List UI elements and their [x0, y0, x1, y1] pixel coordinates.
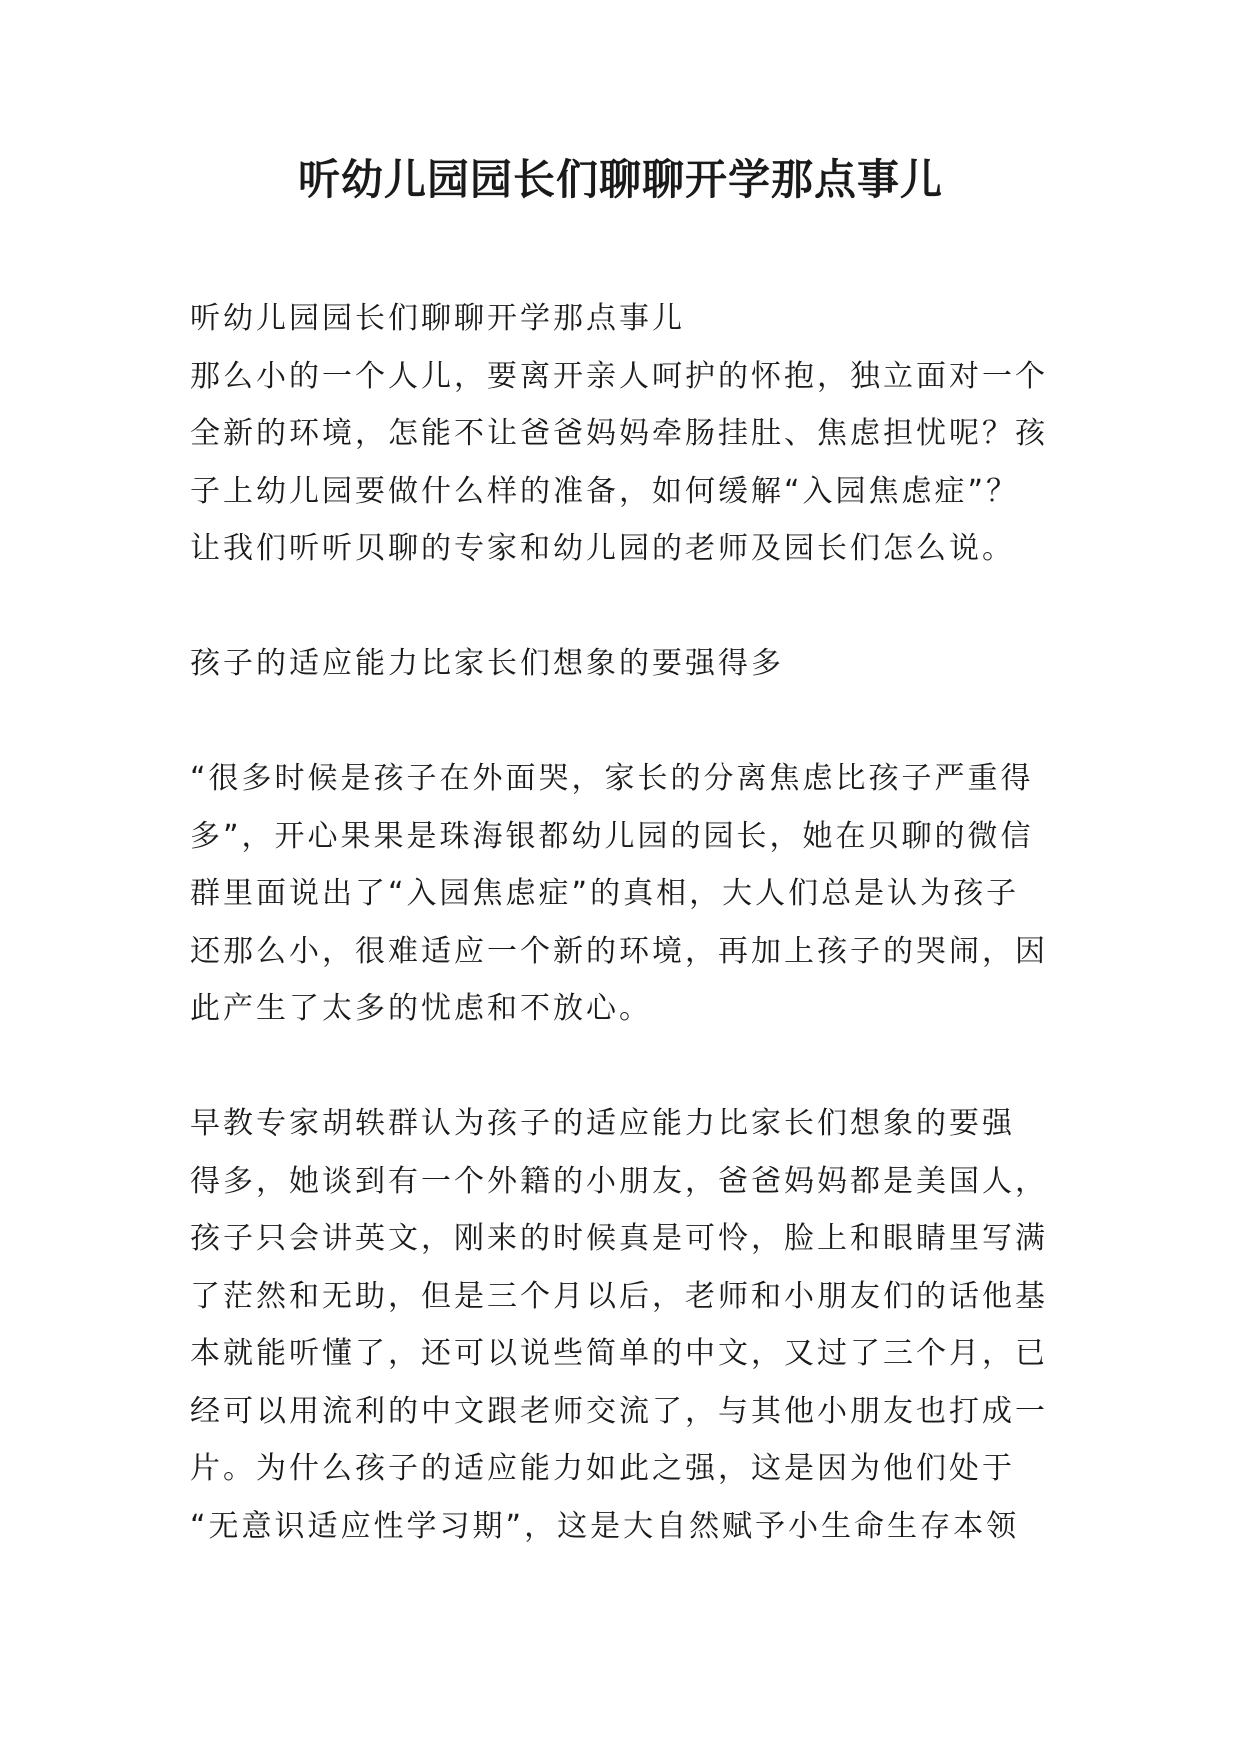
document-title: 听幼儿园园长们聊聊开学那点事儿: [297, 155, 943, 204]
paragraph-line: 经可以用流利的中文跟老师交流了，与其他小朋友也打成一: [190, 1393, 1048, 1429]
paragraph-line: 片。为什么孩子的适应能力如此之强，这是因为他们处于: [190, 1451, 1015, 1486]
paragraph-line: 全新的环境，怎能不让爸爸妈妈牵肠挂肚、焦虑担忧呢？孩: [190, 416, 1048, 451]
blank-line: [190, 693, 1070, 751]
paragraph-line: “很多时候是孩子在外面哭，家长的分离焦虑比孩子严重得: [190, 761, 1034, 796]
paragraph-line: 多”，开心果果是珠海银都幼儿园的园长，她在贝聊的微信: [190, 818, 1034, 854]
paragraph-line: 本就能听懂了，还可以说些简单的中文，又过了三个月，已: [190, 1336, 1048, 1371]
blank-line: [190, 1038, 1070, 1096]
section-heading: 孩子的适应能力比家长们想象的要强得多: [190, 646, 784, 681]
paragraph-line: 还那么小，很难适应一个新的环境，再加上孩子的哭闹，因: [190, 933, 1048, 969]
paragraph-line: 那么小的一个人儿，要离开亲人呵护的怀抱，独立面对一个: [190, 358, 1048, 394]
paragraph-line: 得多，她谈到有一个外籍的小朋友，爸爸妈妈都是美国人，: [190, 1163, 1048, 1199]
blank-line: [190, 578, 1070, 636]
paragraph-line: “无意识适应性学习期”，这是大自然赋予小生命生存本领: [190, 1508, 1020, 1544]
paragraph-line: 孩子只会讲英文，刚来的时候真是可怜，脸上和眼睛里写满: [190, 1221, 1048, 1256]
paragraph-line: 早教专家胡轶群认为孩子的适应能力比家长们想象的要强: [190, 1106, 1015, 1141]
paragraph-line: 子上幼儿园要做什么样的准备，如何缓解“入园焦虑症”？: [190, 473, 1020, 509]
document-body: [190, 290, 1070, 1555]
document-subtitle: 听幼儿园园长们聊聊开学那点事儿: [190, 301, 685, 336]
paragraph-line: 此产生了太多的忧虑和不放心。: [190, 991, 652, 1026]
paragraph-line: 群里面说出了“入园焦虑症”的真相，大人们总是认为孩子: [190, 876, 1020, 911]
paragraph-line: 了茫然和无助，但是三个月以后，老师和小朋友们的话他基: [190, 1278, 1048, 1314]
paragraph-line: 让我们听听贝聊的专家和幼儿园的老师及园长们怎么说。: [190, 531, 1015, 566]
